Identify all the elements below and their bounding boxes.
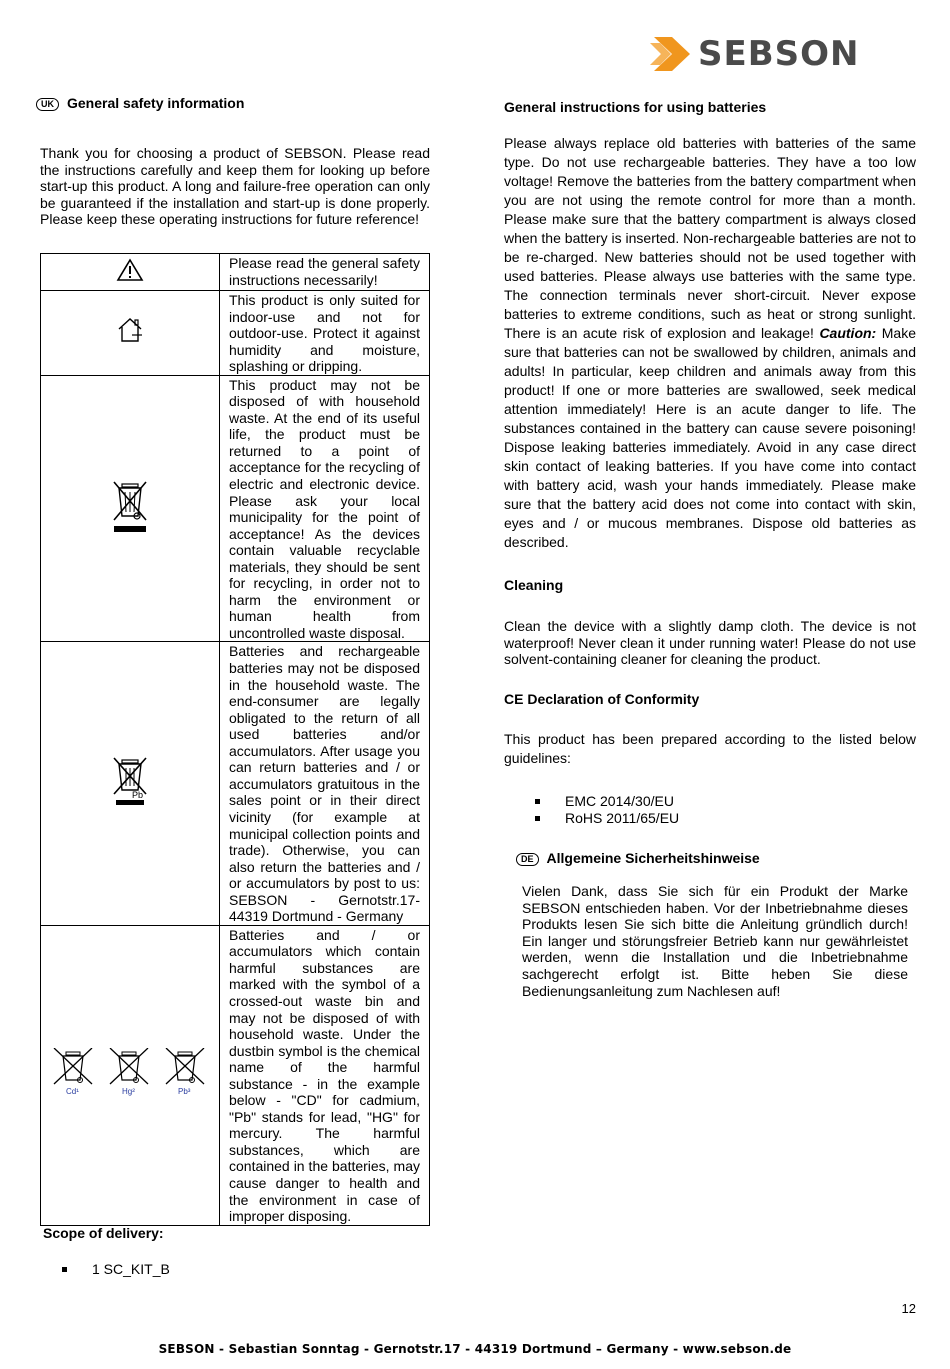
- list-item: EMC 2014/30/EU: [535, 793, 679, 810]
- de-safety-heading: DE Allgemeine Sicherheitshinweise: [516, 850, 760, 867]
- batteries-paragraph: Please always replace old batteries with batteries of the same type. Do not use rechargeable batteries. They have a too low voltage! Remove the batteries from the battery compartment when you are not using the remote control for more than a month. Please make sure that the battery compartment is always closed when the battery is inserted. Non-rechargeable batteries are not to be re-charged. New batteries should not be used together with used batteries. Please always use batteries with the same type. The connection terminals never short-circuit. Never expose batteries to extreme conditions, such as heat or strong sunlight. There is an acute risk of explosion and leakage! Caution: Make sure that batteries can not be swallowed by children, animals and adults! In particular, keep children and animals away from this product! If one or more batteries are swallowed, seek medical attention immediately! Here is an acute danger to life. The substances contained in the battery can cause severe poisoning! Dispose leaking batteries immediately. Avoid in any case direct skin contact of leaking batteries. If you have come into contact with battery acid, wash your hands immediately. Please make sure that the battery acid does not come into contact with skin, eyes and / or mucous membranes. Dispose old batteries as described.: [504, 135, 916, 550]
- footer: SEBSON - Sebastian Sonntag - Gernotstr.17 - 44319 Dortmund – Germany - www.sebson.de: [158, 1342, 792, 1356]
- batteries-heading: General instructions for using batteries: [504, 99, 767, 115]
- intro-paragraph: Thank you for choosing a product of SEBSON. Please read the instructions carefully and keep them for looking up before start-up this product. A long and failure-free operation can only be guaranteed if the installation and start-up is done properly. Please keep these operating instructions for future reference!: [40, 145, 430, 228]
- table-row: [41, 375, 430, 642]
- list-item: 1 SC_KIT_B: [62, 1261, 170, 1278]
- svg-text:Cd¹: Cd¹: [66, 1086, 79, 1096]
- sebson-logo: [650, 34, 860, 74]
- scope-list: [62, 1261, 170, 1278]
- battery-bin-icon: [110, 754, 150, 808]
- svg-text:Pb³: Pb³: [178, 1086, 191, 1096]
- logo-text: SEBSON: [698, 34, 860, 74]
- indoor-house-icon: [115, 315, 145, 345]
- warning-triangle-icon: [116, 258, 144, 282]
- table-row: [41, 642, 430, 925]
- de-intro-paragraph: Vielen Dank, dass Sie sich für ein Produkt der Marke SEBSON entschieden haben. Vor der Inbetriebnahme dieses Produkts lesen Sie sich bitte die Anleitung gründlich durch! Ein langer und störungsfreier Betrieb kann nur gewährleistet werden, wenn die Installation und die Inbetriebnahme sachgerecht erfolgt ist. Bitte heben Sie diese Bedienungsanleitung zum Nachlesen auf!: [522, 883, 908, 999]
- list-item: RoHS 2011/65/EU: [535, 810, 679, 827]
- svg-text:Hg²: Hg²: [122, 1086, 135, 1096]
- de-language-badge: DE: [516, 853, 539, 866]
- table-row-text: Please read the general safety instructions necessarily!: [220, 254, 430, 291]
- table-row-text: This product is only suited for indoor-use and not for outdoor-use. Protect it against humidity and moisture, splashing or dripping.: [220, 291, 430, 376]
- scope-heading: Scope of delivery:: [43, 1225, 164, 1241]
- battery-bin-label: Pb: [132, 790, 144, 801]
- ce-heading: CE Declaration of Conformity: [504, 691, 700, 707]
- ce-paragraph: This product has been prepared according to the listed below guidelines:: [504, 731, 916, 766]
- safety-heading: UK General safety information: [36, 95, 244, 112]
- table-row: [41, 925, 430, 1225]
- cleaning-paragraph: Clean the device with a slightly damp cloth. The device is not waterproof! Never clean it under running water! Please do not use solvent-containing cleaner for cleaning the product.: [504, 618, 916, 668]
- harmful-substances-bins-icon: [52, 1048, 208, 1098]
- crossed-out-bin-icon: [110, 478, 150, 534]
- table-row: [41, 254, 430, 291]
- table-row: [41, 291, 430, 376]
- table-row-text: Batteries and / or accumulators which contain harmful substances are marked with the symbol of a crossed-out waste bin and may not be disposed of with household waste. Under the dustbin symbol is the chemical name of the harmful substance - in the example below - "CD" for cadmium, "Pb" stands for lead, "HG" for mercury. The harmful substances, which are contained in the batteries, may cause danger to health and the environment in case of improper disposing.: [220, 925, 430, 1225]
- cleaning-heading: Cleaning: [504, 577, 564, 593]
- logo-chevron-icon: [650, 35, 694, 73]
- page-number: 12: [901, 1301, 916, 1316]
- table-row-text: This product may not be disposed of with household waste. At the end of its useful life, the product must be returned to a point of acceptance for the recycling of electric and electronic device. Please ask your local municipality for the point of acceptance! As the devices contain valuable recyclable materials, they should be sent for recycling, in order not to harm the environment or human health from uncontrolled waste disposal.: [220, 375, 430, 642]
- table-row-text: Batteries and rechargeable batteries may not be disposed in the household waste. The end-consumer are legally obligated to the return of all used batteries and/or accumulators. After usage you can return batteries and / or accumulators gratuitous in the sales point or in their direct vicinity (for example at municipal collection points and trade). Otherwise, you can also return the batteries and / or accumulators by post to us: SEBSON - Gernotstr.17-44319 Dortmund - Germany: [220, 642, 430, 925]
- ce-guidelines-list: [535, 793, 679, 827]
- caution-label: Caution:: [819, 325, 877, 341]
- uk-language-badge: UK: [36, 98, 59, 111]
- safety-symbols-table: [40, 253, 430, 1226]
